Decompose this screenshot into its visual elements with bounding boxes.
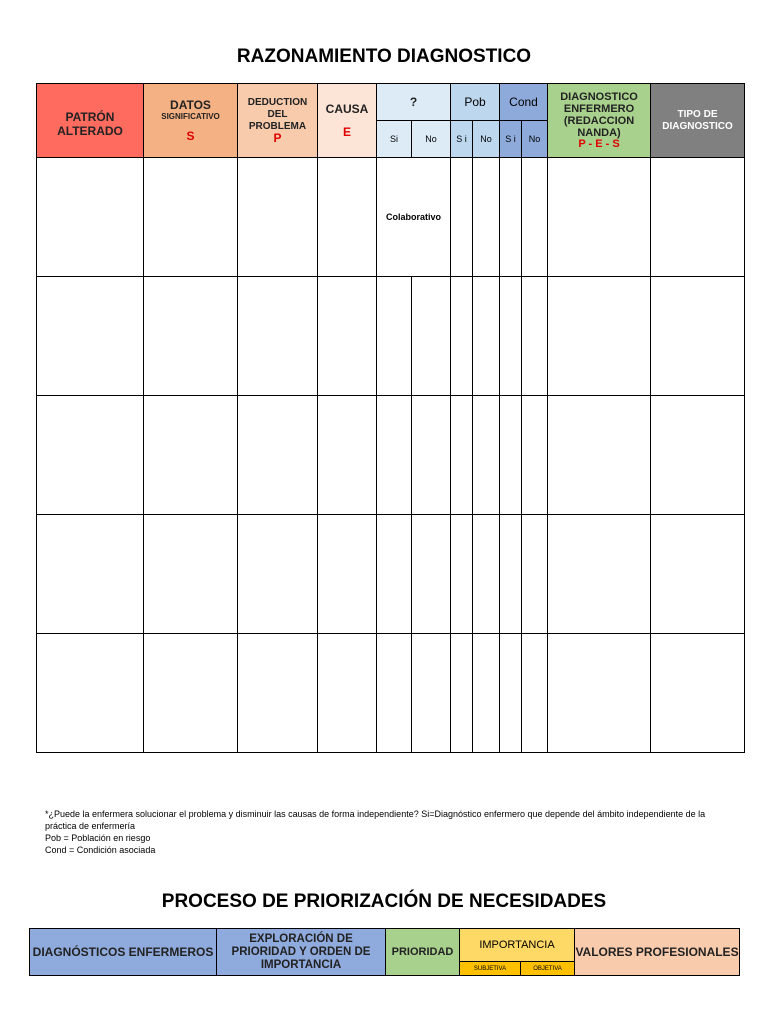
cell-q-no[interactable]	[412, 515, 451, 634]
header-pob: Pob	[451, 84, 500, 121]
cell-q-si[interactable]	[377, 396, 412, 515]
header-causa-text: CAUSA	[325, 101, 369, 116]
prio-subjetiva: SUBJETIVA	[460, 962, 521, 976]
cell-tipo[interactable]	[651, 634, 745, 753]
table-row	[37, 634, 745, 753]
header-question: ?	[377, 84, 451, 121]
priorization-title: PROCESO DE PRIORIZACIÓN DE NECESIDADES	[161, 891, 607, 912]
cell-cond-no[interactable]	[522, 634, 548, 753]
header-tipo-diagnostico	[651, 84, 745, 158]
cell-pob-si[interactable]	[451, 277, 473, 396]
table-row	[37, 396, 745, 515]
header-datos	[144, 84, 238, 158]
table-row	[37, 158, 745, 277]
header-datos-sub: SIGNIFICATIVO	[161, 111, 220, 121]
header-causa	[318, 84, 377, 158]
table-row	[37, 277, 745, 396]
cell-deduccion[interactable]	[238, 634, 318, 753]
cell-cond-no[interactable]	[522, 277, 548, 396]
cell-pob-si[interactable]	[451, 158, 473, 277]
cell-cond-si[interactable]	[500, 396, 522, 515]
cell-tipo[interactable]	[651, 515, 745, 634]
header-cond-no: No	[522, 121, 548, 158]
cell-pob-no[interactable]	[473, 158, 500, 277]
header-cond-si: S i	[500, 121, 522, 158]
footnote-question: *¿Puede la enfermera solucionar el problema y disminuir las causas de forma independiente? Si=Diagnóstico enfermero que depende del ámbito independiente de la práctica de enfermería	[45, 809, 706, 831]
cell-patron[interactable]	[37, 158, 144, 277]
prio-valores: VALORES PROFESIONALES	[575, 929, 740, 976]
cell-q-no[interactable]	[412, 396, 451, 515]
header-diagnostico-text: DIAGNOSTICO ENFERMERO (REDACCION NANDA)	[560, 91, 638, 139]
cell-pob-no[interactable]	[473, 277, 500, 396]
cell-cond-si[interactable]	[500, 634, 522, 753]
cell-q-si[interactable]	[377, 634, 412, 753]
prio-objetiva: OBJETIVA	[521, 962, 575, 976]
cell-pob-si[interactable]	[451, 396, 473, 515]
header-datos-letter: S	[186, 128, 195, 143]
cell-deduccion[interactable]	[238, 396, 318, 515]
cell-cond-si[interactable]	[500, 158, 522, 277]
cell-diagnostico[interactable]	[548, 396, 651, 515]
header-q-no: No	[412, 121, 451, 158]
cell-cond-si[interactable]	[500, 515, 522, 634]
header-cond: Cond	[500, 84, 548, 121]
diagnostic-reasoning-table	[36, 83, 745, 753]
cell-causa[interactable]	[318, 277, 377, 396]
header-deduccion-letter: P	[273, 131, 282, 145]
cell-deduccion[interactable]	[238, 158, 318, 277]
cell-diagnostico[interactable]	[548, 515, 651, 634]
cell-pob-si[interactable]	[451, 634, 473, 753]
prio-exploracion: EXPLORACIÓN DE PRIORIDAD Y ORDEN DE IMPORTANCIA	[217, 929, 386, 976]
header-pob-no: No	[473, 121, 500, 158]
cell-patron[interactable]	[37, 277, 144, 396]
cell-cond-no[interactable]	[522, 158, 548, 277]
cell-causa[interactable]	[318, 515, 377, 634]
cell-patron[interactable]	[37, 515, 144, 634]
prio-importancia: IMPORTANCIA	[460, 929, 575, 962]
cell-q-si[interactable]	[377, 515, 412, 634]
cell-datos[interactable]	[144, 396, 238, 515]
cell-q-no[interactable]	[412, 634, 451, 753]
cell-q-si[interactable]	[377, 277, 412, 396]
header-diagnostico-pes: P - E - S	[578, 138, 620, 150]
cell-causa[interactable]	[318, 396, 377, 515]
cell-patron[interactable]	[37, 634, 144, 753]
cell-pob-no[interactable]	[473, 634, 500, 753]
header-diagnostico	[548, 84, 651, 158]
header-datos-text: DATOS	[170, 97, 211, 112]
cell-causa[interactable]	[318, 634, 377, 753]
footnotes	[45, 808, 730, 856]
cell-pob-si[interactable]	[451, 515, 473, 634]
footnote-pob: Pob = Población en riesgo	[45, 833, 151, 843]
cell-deduccion[interactable]	[238, 277, 318, 396]
cell-datos[interactable]	[144, 515, 238, 634]
cell-pob-no[interactable]	[473, 515, 500, 634]
cell-tipo[interactable]	[651, 277, 745, 396]
header-deduccion	[238, 84, 318, 158]
prio-prioridad: PRIORIDAD	[386, 929, 460, 976]
cell-diagnostico[interactable]	[548, 634, 651, 753]
cell-colaborativo: Colaborativo	[377, 158, 451, 277]
priorization-table	[29, 928, 740, 976]
cell-tipo[interactable]	[651, 158, 745, 277]
cell-diagnostico[interactable]	[548, 158, 651, 277]
header-patron-text: PATRÓN ALTERADO	[57, 109, 123, 138]
table-row	[37, 515, 745, 634]
cell-cond-no[interactable]	[522, 396, 548, 515]
cell-cond-si[interactable]	[500, 277, 522, 396]
prio-diagnosticos: DIAGNÓSTICOS ENFERMEROS	[30, 929, 217, 976]
cell-causa[interactable]	[318, 158, 377, 277]
cell-q-no[interactable]	[412, 277, 451, 396]
header-patron-alterado	[37, 84, 144, 158]
cell-deduccion[interactable]	[238, 515, 318, 634]
cell-pob-no[interactable]	[473, 396, 500, 515]
cell-datos[interactable]	[144, 277, 238, 396]
header-causa-letter: E	[342, 124, 351, 139]
header-pob-si: S i	[451, 121, 473, 158]
cell-cond-no[interactable]	[522, 515, 548, 634]
cell-patron[interactable]	[37, 396, 144, 515]
cell-tipo[interactable]	[651, 396, 745, 515]
cell-datos[interactable]	[144, 158, 238, 277]
header-q-si: Si	[377, 121, 412, 158]
cell-datos[interactable]	[144, 634, 238, 753]
footnote-cond: Cond = Condición asociada	[45, 845, 156, 855]
header-deduccion-text: DEDUCTION DEL PROBLEMA	[247, 97, 308, 132]
main-title: RAZONAMIENTO DIAGNOSTICO	[236, 46, 532, 67]
header-tipo-text: TIPO DE DIAGNOSTICO	[662, 108, 733, 132]
cell-diagnostico[interactable]	[548, 277, 651, 396]
